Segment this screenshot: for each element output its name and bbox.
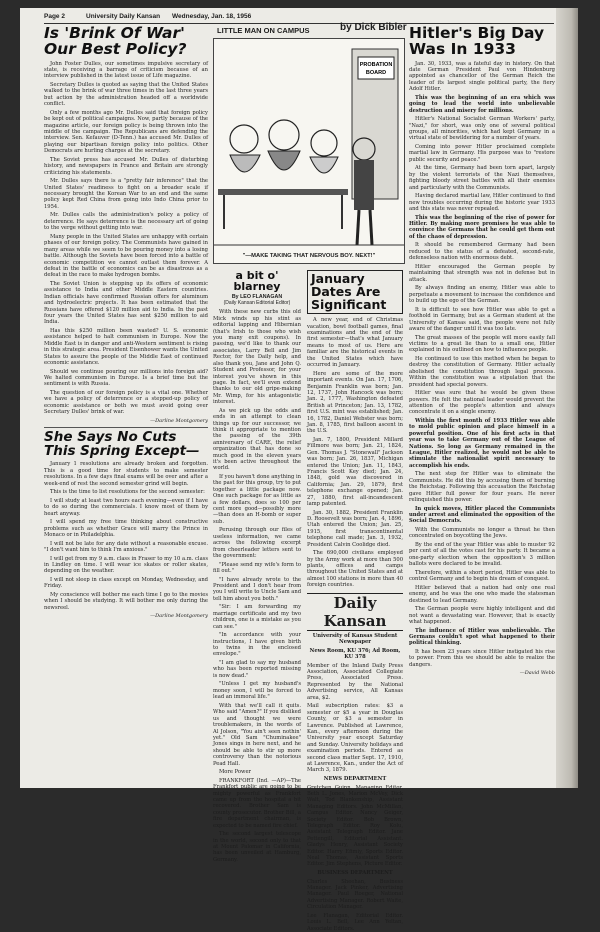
dulles-paragraph: John Foster Dulles, our sometimes impulsive secretary of state, is receiving a barrage of criticism because of an interview published in the latest issue of Life magazine. bbox=[44, 60, 208, 80]
hitler-paragraph: Hitler believed that a nation had only one real enemy, and he was the one who made the statesman destined to lead Germany. bbox=[409, 584, 555, 604]
hitler-paragraph: In quick moves, Hitler placed the Communists under arrest and eliminated the opposition of the Social Democrats. bbox=[409, 505, 555, 525]
dates-paragraph: The 690,000 civilians employed by the Army work at more than 500 plants, offices and camps throughout the United States and at almost 100 stations in more than 40 foreign countries. bbox=[307, 550, 403, 589]
cartoon-drawing bbox=[214, 39, 404, 263]
left-column bbox=[44, 26, 208, 786]
cartoon-byline: by Dick Bibler bbox=[340, 22, 407, 33]
hitler-signature: —David Webb bbox=[519, 670, 555, 677]
nocuts-paragraph: I will not be late for any date without a reasonable excuse. "I don't want him to think I'm anxious." bbox=[44, 540, 208, 553]
dates-headline: January Dates Are Significant bbox=[311, 271, 387, 312]
dates-column bbox=[307, 270, 403, 932]
hitler-paragraph: Hitler encouraged the German people by maintaining that strength was not in defense but in attack. bbox=[409, 263, 555, 283]
hitler-paragraph: The next step for Hitler was to eliminate the Communists. He did this by accusing them of burning the Reichstag. Following this accusation the Reichstag gave Hitler full power for four years. He never relinquished this power. bbox=[409, 471, 555, 503]
blarney-byline: By LEO FLANAGAN bbox=[231, 294, 283, 301]
masthead-line: News Room, KU 376; Ad Room, KU 378 bbox=[309, 647, 401, 661]
dates-paragraph: Here are some of the more important events. On Jan. 17, 1706, Benjamin Franklin was born; Jan. 12, 1737, John Hancock was born; Jan. 2, 1777, Washington defeated British at Princeton; Jan. 13, 1782, first U.S. mint was established; Jan. 16, 1782, Daniel Webster was born; Jan. 8, 1785, first balloon ascent in the U.S. bbox=[307, 370, 403, 435]
cartoon-caption: "—MAKE TAKING THAT NERVOUS BOY. NEXT!" bbox=[242, 253, 376, 259]
hitler-headline: Hitler's Big Day Was In 1933 bbox=[409, 24, 545, 58]
dates-headline-box bbox=[307, 270, 403, 314]
nocuts-paragraph: I will not sleep in class except on Monday, Wednesday, and Friday. bbox=[44, 576, 208, 590]
blarney-paragraph: With that we'll call it quits. Who said "Amen?" If you disliked us and thought we were troublemakers, in the words of Al Jolson, "You ain't seen nothin' yet." Old Sam "Chuminakee" Jones sings in here next, and he should be able to stir up more controversy than the notorious Pead Hall. bbox=[213, 702, 301, 767]
hitler-paragraph: It is difficult to see how Hitler was able to get a foothold in Germany, but as a German student at the University of Kansas said, the people were not fully aware of the danger until it was too late. bbox=[409, 306, 555, 332]
nocuts-headline: She Says No Cuts This Spring Except— bbox=[44, 428, 200, 459]
masthead-line: University of Kansas Student Newspaper bbox=[312, 632, 398, 646]
binding-spine bbox=[556, 8, 578, 788]
hitler-paragraph: Hitler's National Socialist German Workers' party, "Nazi," for short, was only one of several political groups, all minorities, which had kept Germany in a virtual state of bewildering for a number of years. bbox=[409, 116, 555, 142]
probation-sign-line2: BOARD bbox=[365, 70, 387, 76]
dulles-paragraph: Mr. Dulles calls the administration's policy a policy of deterrence. He says deterrence is the necessary art of going to the verge without getting into war. bbox=[44, 212, 208, 232]
hitler-paragraph: It should be remembered Germany had been reduced to the status of a defeated, second-rate, defenseless nation with enormous debt. bbox=[409, 242, 555, 262]
hitler-paragraph: With the Communists no longer a threat he then concentrated on boycotting the Jews. bbox=[409, 527, 555, 540]
cartoon-panel bbox=[213, 38, 405, 264]
dulles-paragraph: The Soviet Union is stepping up its offers of economic assistance to India and other Middle Eastern countries. Indian officials have confirmed Russian offers for aluminum and hydroelectric projects. It has been estimated that the Russians have offered $120 million aid to India. In the past four years the United States has sent $250 million to aid India. bbox=[44, 280, 208, 326]
blarney-paragraph: "In accordance with your instructions, I have given birth to twins in the enclosed envelope." bbox=[213, 632, 301, 658]
dulles-paragraph: Secretary Dulles is quoted as saying that the United States walked to the brink of war three times in the last three years but action by the administration headed off a worldwide conflict. bbox=[44, 82, 208, 108]
dulles-paragraph: Only a few months ago Mr. Dulles said that foreign policy be kept out of political campaigns. Now, partly because of the magazine article, our foreign policy is being thrown into the middle of the campaign. The Republicans are defending the interview. Sen. Kefauver (D-Tenn.) has accused Mr. Dulles of playing our bipartisan foreign policy into politics. Other Democrats are hurling charges at the secretary. bbox=[44, 109, 208, 155]
hitler-paragraph: Therefore, within a short period, Hitler was able to control Germany and to begin his dream of conquest. bbox=[409, 569, 555, 583]
blarney-body bbox=[213, 309, 301, 863]
hitler-paragraph: At the time, Germany had been torn apart, largely by the violent terrorists of the Nazi themselves, fighting bloody street battles with all their enemies and particularly with the Communists. bbox=[409, 165, 555, 191]
masthead-line: Gretchen Guinn, Managing Editor. Beth L. Jones, Marion McVey, Dick Walt, Tod Blankenship, Assistant Managing Editors. John McMillan, Campus Editor. Nancy Geiger, Society Editor. Bob Brown, Telegraph Editor. Roy Kolu, Assistant Telegraph Editor. Jane Pettengill, Editorial Assistant. Gladys Henry, Assistant Society Editor. Harry Efimiy, Sports Editor. Neal Thomas, Assistant Sports Editor. Jim Stephens, Picture Editor. bbox=[307, 784, 403, 868]
blarney-headline: a bit o' blarney bbox=[233, 269, 281, 294]
dulles-paragraph: The question of our foreign policy is a vital one. Whether we have a policy of deterrence or a stepped-up policy of economic assistance or both we must avoid going over Secretary Dulles' brink of war. bbox=[44, 389, 208, 416]
dulles-paragraph: Has this $250 million been wasted? U. S. economic assistance helped to halt communism in Europe. Now the Middle East is in danger and anti-Western sentiment is rising in this strategic area. President Eisenhower wants the United States to assure the people of the Middle East of continued economic assistance. bbox=[44, 327, 208, 366]
hitler-paragraph: Jan. 30, 1933, was a fateful day in history. On that date German President Paul von Hindenburg appointed as chancellor of the German Reich the leader of its largest single political party, the fiery Adolf Hitler. bbox=[409, 60, 555, 93]
newspaper-page bbox=[20, 8, 578, 932]
masthead-line: Charles Sheehan, Business Manager. Jack Pinker, Advertising Manager. Paul Roeger, National Advertising Manager. Robert Waite, Circulation Manager. bbox=[307, 878, 403, 911]
dulles-paragraph: Mr. Dulles says there is a "pretty fair inference" that the United States' readiness to fight on a broader scale if necessary brought the Korean War to an end and the same policy kept Red China from going into Indo China prior to 1954. bbox=[44, 178, 208, 210]
blarney-column bbox=[213, 269, 302, 863]
blarney-paragraph: With these new curbs this old Mick winds up his stint as editorial lapping and Hibernian (that's Irish to those who wish you many exit coupons). In passing, we'd like to thank our associates, Larry Bell and Jim Rector, for the Daily help, and also thank you, Jane and John Q. Student and Professor, for your interest you've shown in this page. In fact, we'll even extend thanks to our old gripe-making Mr. Wimp, for his antagonistic interest. bbox=[213, 309, 301, 406]
dulles-paragraph: The Soviet press has accused Mr. Dulles of disturbing history, and newspapers in France and Britain are strongly criticizing his statements. bbox=[44, 156, 208, 176]
nocuts-paragraph: This is the time to list resolutions for the second semester: bbox=[50, 489, 205, 496]
dulles-paragraph: Should we continue pouring our millions into foreign aid? We halted communism in Europe. Is a brief time but the sentiment is with Russia. bbox=[44, 368, 208, 388]
hitler-paragraph: Within the first month of 1933 Hitler was able to mold public opinion and place himself in a powerful position. One of his first acts in that year was to take Germany out of the League of Nations. So long as Germany remained in the League, Hitler realized, he would not be able to stimulate the nationalist spirit necessary to accomplish his ends. bbox=[409, 417, 555, 469]
hitler-paragraph: Hitler was sure that he would be given these powers. He felt the national leader would prevent the attention of the people's attention and always concentrate it on a single enemy. bbox=[409, 390, 555, 416]
dulles-paragraph: Many people in the United States are unhappy with certain phases of our foreign policy. The Communists have gained in many areas while we seem to be pouring money into a losing battle. Although the Soviets have been forced into a battle of economic competition we cannot outlast them forever. A defeat in the battle of economics can be as disastrous as a defeat in the race to make hydrogen bombs. bbox=[44, 233, 208, 279]
dulles-article bbox=[44, 26, 208, 424]
cartoon-title: LITTLE MAN ON CAMPUS bbox=[217, 26, 310, 35]
dates-paragraph: Jan. 30, 1882, President Franklin D. Roosevelt was born; Jan. 4, 1896, Utah entered the Union; Jan. 25, 1915, first transcontinental telephone call made; Jan. 3, 1932, President Calvin Coolidge died. bbox=[307, 509, 403, 548]
blarney-paragraph: "Sir: I am forwarding my marriage certificate and my two children, one is a mistake as you can see." bbox=[213, 604, 301, 630]
blarney-paragraph: "I am glad to say my husband who has been reported missing is now dead." bbox=[213, 660, 301, 679]
blarney-paragraph: The second largest telescope in the world, second only to that at Mount Palomar in California, has been unveiled at Hamburg, Germany. bbox=[213, 831, 301, 863]
dulles-body bbox=[44, 61, 208, 416]
paper-name: University Daily Kansan bbox=[86, 13, 161, 20]
dates-paragraph: Jan. 7, 1800, President Millard Fillmore was born; Jan. 21, 1824, Gen. Thomas J. "Stonewall" Jackson was born; Jan. 26, 1837, Michigan entered the Union; Jan. 11, 1843, Francis Scott Key died; Jan. 24, 1848, gold was discovered in California; Jan. 29, 1879, first telephone exchange opened; Jan. 27, 1880, first all-incandescent lamp patented. bbox=[307, 436, 403, 507]
masthead-line: Lee Flanagan, Editorial Editor. Louis L. Bell, Lee Ann Yeltan, Associate Editors. bbox=[307, 912, 403, 932]
dulles-signature: —Darline Montgomery bbox=[150, 417, 208, 424]
probation-sign-line1: PROBATION bbox=[359, 62, 393, 68]
hitler-paragraph: This was the beginning of an era which was going to lead the world into unbelievable destruction and misery for millions. bbox=[409, 94, 555, 114]
masthead-logo: Daily Kansan bbox=[307, 593, 403, 631]
hitler-column bbox=[409, 26, 555, 786]
hitler-body bbox=[409, 61, 555, 669]
hitler-paragraph: The influence of Hitler was unbelievable. The Germans couldn't spot what happened to their political thinking. bbox=[409, 627, 555, 647]
blarney-paragraph: FRANKFORT (Ind. —AP)—The Frankfort public are going to be mighty powerful as Frankfort came up from the hospital a bit recovered. Brother Sam is county prosecutor. Brother Bill, a fire department chairman, is expected to be named fire chief. bbox=[213, 777, 301, 829]
hitler-paragraph: This was the beginning of the rise of power for Hitler. By making more promises he was able to convince the Germans that he could get them out of the chaos of depression. bbox=[409, 214, 555, 240]
hitler-paragraph: Coming into power Hitler proclaimed complete martial law in Germany. His purpose was to "restore public security and peace." bbox=[409, 144, 555, 163]
blarney-byline-sub: (Daily Kansan Editorial Editor) bbox=[223, 300, 291, 307]
blarney-paragraph: If you haven't done anything in the past for this group, try to put together a little package now. One such package for as little as a few dollars, does so 100 per cent more good—possibly more—than does an H-bomb or super sub. bbox=[213, 473, 301, 525]
masthead-line: NEWS DEPARTMENT bbox=[323, 775, 387, 782]
issue-date: Wednesday, Jan. 18, 1956 bbox=[172, 13, 252, 20]
masthead-line: Member of the Inland Daily Press Association, Associated Collegiate Press, Associated Press. Represented by the National Advertising service, All Kansas area, $2. bbox=[307, 662, 403, 701]
hitler-paragraph: By the end of the year Hitler was able to muster 92 per cent of all the votes cast for his party. It became a one-party election when the opposition's 3 million ballots were declared to be invalid. bbox=[409, 542, 555, 568]
nocuts-paragraph: I will get from my 9 a.m. class in Fraser to my 10 a.m. class in Lindley on time. I will wear ice skates or roller skates, depending on the weather. bbox=[44, 555, 208, 575]
nocuts-paragraph: My conscience will bother me each time I go to the movies when I should be studying. It will bother me only during the newsreel. bbox=[44, 591, 208, 611]
page-number: Page 2 bbox=[44, 13, 65, 20]
nocuts-body bbox=[44, 461, 208, 611]
dulles-headline: Is 'Brink Of War' Our Best Policy? bbox=[44, 24, 187, 58]
hitler-paragraph: Having declared martial law, Hitler continued to find new troubles occurring during the historic year 1933 and this state was never repealed. bbox=[409, 193, 555, 213]
blarney-paragraph: "Unless I get my husband's money soon, I will be forced to lead an immoral life." bbox=[213, 681, 301, 701]
blarney-paragraph: "I have already wrote to the President and I don't hear from you I will write to Uncle Sam and tell him about you both." bbox=[213, 576, 302, 602]
blarney-paragraph: Perusing through our files of useless information, we came across the following excerpt from cheerleader letters sent to the government: bbox=[213, 527, 301, 560]
masthead-line: BUSINESS DEPARTMENT bbox=[317, 870, 393, 876]
dates-body bbox=[307, 317, 403, 588]
nocuts-article bbox=[44, 428, 208, 620]
nocuts-paragraph: I will spend my free time thinking about constructive problems such as whether Grace will marry the Prince in Monaco or in Philadelphia. bbox=[44, 519, 208, 538]
blarney-paragraph: "Please send my wife's form to fill out." bbox=[213, 561, 301, 575]
hitler-paragraph: The great masses of the people will more easily fall victims to a great lie than to a small one, Hitler explained in his outlined on how to influence people. bbox=[409, 334, 555, 354]
hitler-paragraph: He continued to use this method when he began to destroy the constitution of Germany. Hitler actually abolished the constitution through legal process. Within the constitution was a stipulation that the president had special powers. bbox=[409, 355, 555, 388]
masthead-line: Mail subscription rates: $3 a semester or $5 a year in Douglas County, or $3 a semester in Lawrence. Published at Lawrence, Kan., every afternoon during the University year except Saturday and Sunday. University holidays and examination periods. Entered as second class matter Sept. 17, 1910, at Lawrence, Kan., under the Act of March 3, 1879. bbox=[307, 703, 403, 774]
dates-paragraph: A new year, end of Christmas vacation, bowl football games, final examinations and the end of the first semester—that's what January means to most of us. Here are familiar are the historical events in the United States which have occurred in January. bbox=[307, 317, 403, 369]
page-header bbox=[44, 11, 554, 24]
nocuts-signature: —Darline Montgomery bbox=[150, 613, 208, 620]
nocuts-paragraph: I will study at least two hours each evening—even if I have to do so during the commercials. I know most of them by heart anyway. bbox=[44, 497, 208, 517]
hitler-paragraph: By always finding an enemy, Hitler was able to perpetuate a movement to increase the confidence and to build up the ego of the German. bbox=[409, 285, 555, 305]
hitler-paragraph: It has been 23 years since Hitler instigated his rise to power. From this we should be able to realize the dangers. bbox=[409, 649, 555, 668]
hitler-paragraph: The German people were highly intelligent and did not want a devastating war. However, that is exactly what happened. bbox=[409, 606, 555, 626]
blarney-paragraph: More Power bbox=[219, 769, 252, 776]
blarney-paragraph: As we pick up the odds and ends in an attempt to clean things up for our successor, we think it appropriate to mention the passing of the 39th anniversary of CARE, the relief organization that has done so much good in the eleven years it's been active throughout the world. bbox=[213, 407, 301, 472]
masthead-body bbox=[307, 633, 403, 932]
nocuts-paragraph: January 1 resolutions are already broken and forgotten. This is a good time for students to make semester resolutions. In a few days final exams will be over and after a week-end of rest the second semester grind will begin. bbox=[44, 461, 208, 487]
